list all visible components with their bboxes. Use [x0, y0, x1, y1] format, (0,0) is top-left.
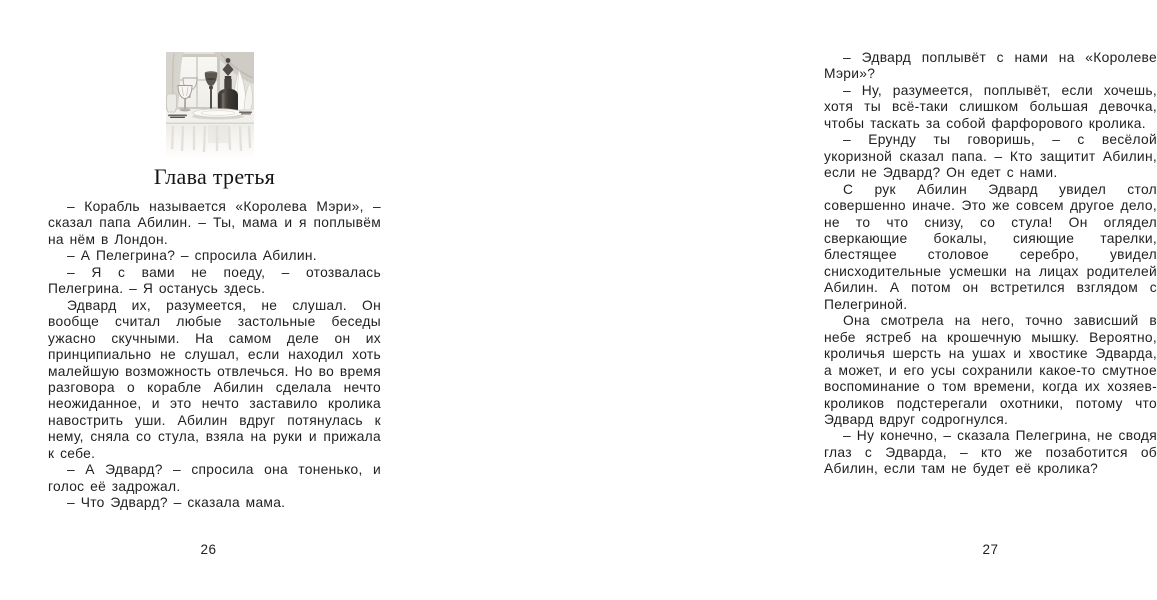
page-right	[400, 0, 1157, 600]
paragraph: – Я с вами не поеду, – отозвалась Пелегрина. – Я останусь здесь.	[48, 264, 381, 297]
plate	[192, 109, 244, 120]
paragraph: С рук Абилин Эдвард увидел стол совершенно иначе. Это же совсем другое дело, не то что снизу, со стула! Он оглядел сверкающие бокалы, сияющие тарелки, блестящее столовое серебро, увидел снисходительные усмешки на лицах родителей Абилин. А потом он встретился взглядом с Пелегриной.	[824, 181, 1157, 312]
chapter-illustration	[166, 52, 254, 158]
paragraph: – Ерунду ты говоришь, – с весёлой укоризной сказал папа. – Кто защитит Абилин, если не Эдвард? Он едет с нами.	[824, 132, 1157, 181]
paragraph: – Эдвард поплывёт с нами на «Королеве Мэри»?	[824, 50, 1157, 82]
paragraph: – Ну, разумеется, поплывёт, если хочешь, хотя ты всё-таки слишком большая девочка, чтобы таскать за собой фарфорового кролика.	[824, 82, 1157, 131]
right-text-block	[824, 50, 1157, 478]
paragraph: Она смотрела на него, точно зависший в небе ястреб на крошечную мышку. Вероятно, кроличья шерсть на ушах и хвостике Эдварда, а может, и его усы сохранили какое-то смутное воспоминание о том времени, когда их хозяев-кроликов подстерегали охотники, потому что Эдвард вдруг содрогнулся.	[824, 313, 1157, 427]
page-left	[0, 0, 400, 600]
page-number-left: 26	[200, 542, 217, 557]
paragraph: – Корабль называется «Королева Мэри», – сказал папа Абилин. – Ты, мама и я поплывём на нём в Лондон.	[48, 199, 381, 247]
page-number-right: 27	[982, 542, 999, 557]
left-text-block	[48, 199, 381, 512]
chapter-title: Глава третья	[153, 164, 276, 189]
paragraph: – Ну конечно, – сказала Пелегрина, не сводя глаз с Эдварда, – кто же позаботится об Абилин, если там не будет её кролика?	[824, 428, 1157, 477]
still-life-drawing	[166, 52, 254, 158]
paragraph: – А Эдвард? – спросила она тоненько, и голос её задрожал.	[48, 462, 381, 494]
paragraph: – Что Эдвард? – сказала мама.	[67, 495, 286, 511]
paragraph: – А Пелегрина? – спросила Абилин.	[67, 248, 317, 264]
tablecloth	[166, 123, 254, 159]
paragraph: Эдвард их, разумеется, не слушал. Он вообще считал любые застольные беседы ужасно скучными. На самом деле он их принципиально не слушал, если находил хоть малейшую возможность отвлечься. Но во время разговора о корабле Абилин сделала нечто неожиданное, и это нечто заставило кролика навострить уши. Абилин вдруг потянулась к нему, сняла со стула, взяла на руки и прижала к себе.	[48, 297, 381, 461]
